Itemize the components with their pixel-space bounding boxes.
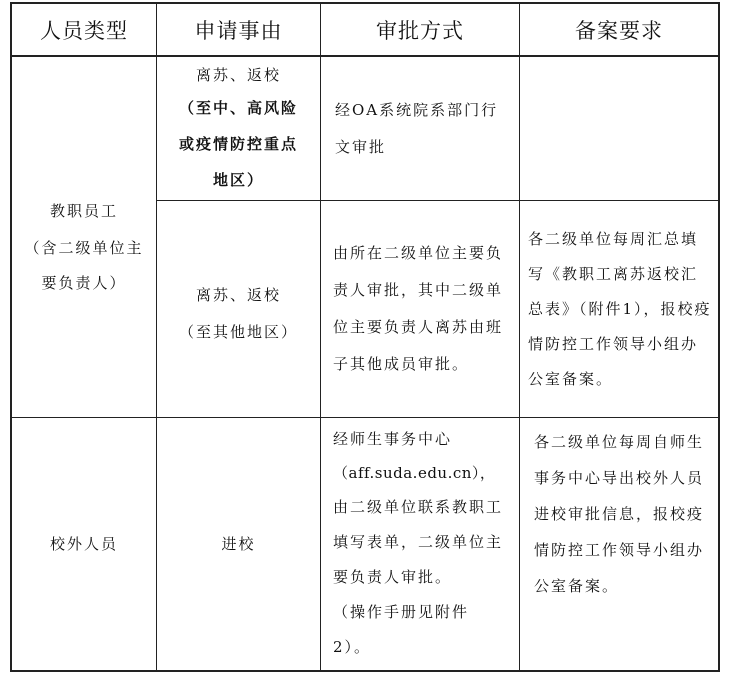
- visitor-approval-line1: 经师生事务中心: [333, 430, 453, 448]
- staff-type-line2: （含二级单位主: [24, 238, 144, 257]
- header-filing: 备案要求: [575, 18, 663, 43]
- visitor-approval-cell: [321, 418, 519, 670]
- staff-type-line3: 要负责人）: [41, 273, 127, 292]
- high-risk-reason-bold2: 或疫情防控重点: [178, 135, 298, 153]
- other-approval-text: 由所在二级单位主要负责人审批，其中二级单位主要负责人离苏由班子其他成员审批。: [333, 244, 504, 373]
- staff-type-line1: 教职员工: [49, 201, 118, 220]
- visitor-approval-note1: （操作手册见附件: [333, 603, 470, 621]
- visitor-approval-note2: 2）。: [333, 638, 372, 656]
- header-reason: 申请事由: [194, 18, 283, 43]
- staff-other-reason-cell: [157, 201, 320, 417]
- visitor-approval-rest: 由二级单位联系教职工填写表单，二级单位主要负责人审批。: [333, 498, 504, 586]
- visitor-type-cell: [12, 418, 156, 670]
- high-risk-approval-text: 经OA系统院系部门行文审批: [335, 100, 499, 156]
- staff-high-risk-approval-cell: [321, 57, 519, 200]
- staff-high-risk-filing-cell: [520, 57, 718, 200]
- visitor-filing-cell: [520, 418, 718, 670]
- high-risk-reason-bold1: （至中、高风险: [178, 99, 298, 117]
- staff-other-filing-cell: [520, 201, 718, 417]
- other-reason-line2: （至其他地区）: [178, 323, 298, 341]
- table-border-right: [718, 2, 720, 672]
- header-person-type: 人员类型: [40, 18, 128, 43]
- high-risk-reason-bold3: 地区）: [212, 171, 264, 189]
- staff-other-approval-cell: [321, 201, 519, 417]
- other-reason-line1: 离苏、返校: [195, 286, 281, 304]
- high-risk-reason-line1: 离苏、返校: [195, 66, 281, 84]
- visitor-reason-cell: [157, 418, 320, 670]
- visitor-filing-text: 各二级单位每周自师生事务中心导出校外人员进校审批信息，报校疫情防控工作领导小组办公室备案。: [534, 433, 705, 595]
- visitor-reason-text: 进校: [221, 534, 256, 553]
- visitor-approval-line2: （aff.suda.edu.cn），: [333, 464, 496, 482]
- other-filing-text: 各二级单位每周汇总填写《教职工离苏返校汇总表》（附件1），报校疫情防控工作领导小组办公室备案。: [528, 229, 712, 388]
- staff-high-risk-reason-cell: [157, 57, 320, 200]
- header-approval: 审批方式: [376, 18, 464, 43]
- table-border-bottom: [10, 670, 720, 672]
- visitor-type-text: 校外人员: [49, 534, 118, 553]
- staff-type-cell: [12, 57, 156, 417]
